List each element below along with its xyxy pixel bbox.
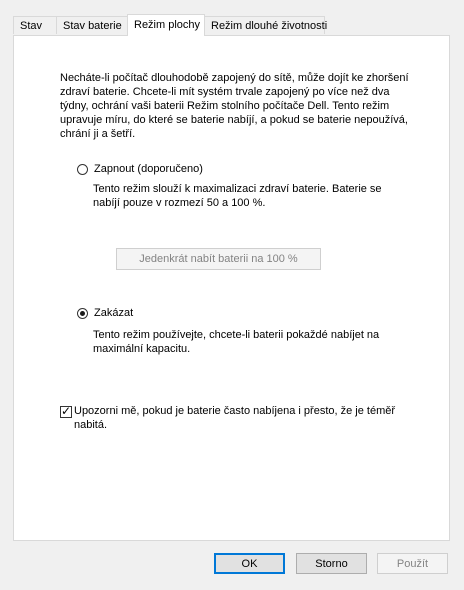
apply-button[interactable] [377, 553, 448, 574]
mode-description: Necháte-li počítač dlouhodobě zapojený do sítě, může dojít ke zhoršení zdraví baterie. Chcete-li mít systém trvale zapojený po více než dva týdny, ochrání vaši baterii Režim stolního počítače Dell. Tento režim upravuje míru, do které se baterie nabíjí, a pokud se baterie nepoužívá, chrání ji a šetří. [60, 72, 409, 140]
cancel-label: Storno [315, 557, 348, 570]
tab-stav[interactable] [13, 16, 57, 34]
ok-button[interactable] [214, 553, 285, 574]
charge-once-label: Jedenkrát nabít baterii na 100 % [139, 253, 298, 265]
notify-label: Upozorni mě, pokud je baterie často nabíjena i přesto, že je téměř nabitá. [74, 405, 396, 431]
cancel-button[interactable] [296, 553, 367, 574]
radio-disable-row[interactable] [77, 307, 133, 319]
tab-rezim-plochy[interactable] [127, 14, 205, 36]
tab-label: Režim plochy [134, 19, 201, 31]
ok-label: OK [241, 557, 258, 570]
radio-enable[interactable] [77, 164, 88, 175]
notify-checkbox[interactable] [60, 406, 72, 418]
radio-disable[interactable] [77, 308, 88, 319]
apply-label: Použít [396, 557, 429, 570]
radio-enable-row[interactable] [77, 163, 203, 175]
enable-description: Tento režim slouží k maximalizaci zdraví baterie. Baterie se nabíjí pouze v rozmezí 50 a 100 %. [93, 183, 382, 209]
tab-stav-baterie[interactable] [56, 16, 128, 34]
tab-label: Stav [20, 20, 43, 32]
charge-once-button[interactable] [116, 248, 321, 270]
tab-label: Režim dlouhé životnosti [211, 20, 328, 32]
radio-disable-label: Zakázat [94, 307, 134, 319]
checkmark-icon: ✓ [61, 404, 72, 418]
radio-enable-label: Zapnout (doporučeno) [94, 163, 203, 175]
tab-label: Stav baterie [63, 20, 122, 32]
tab-rezim-dlouhe-zivotnosti[interactable] [204, 16, 328, 34]
disable-description: Tento režim používejte, chcete-li baterii pokaždé nabíjet na maximální kapacitu. [93, 329, 380, 355]
notify-row[interactable] [60, 404, 404, 432]
